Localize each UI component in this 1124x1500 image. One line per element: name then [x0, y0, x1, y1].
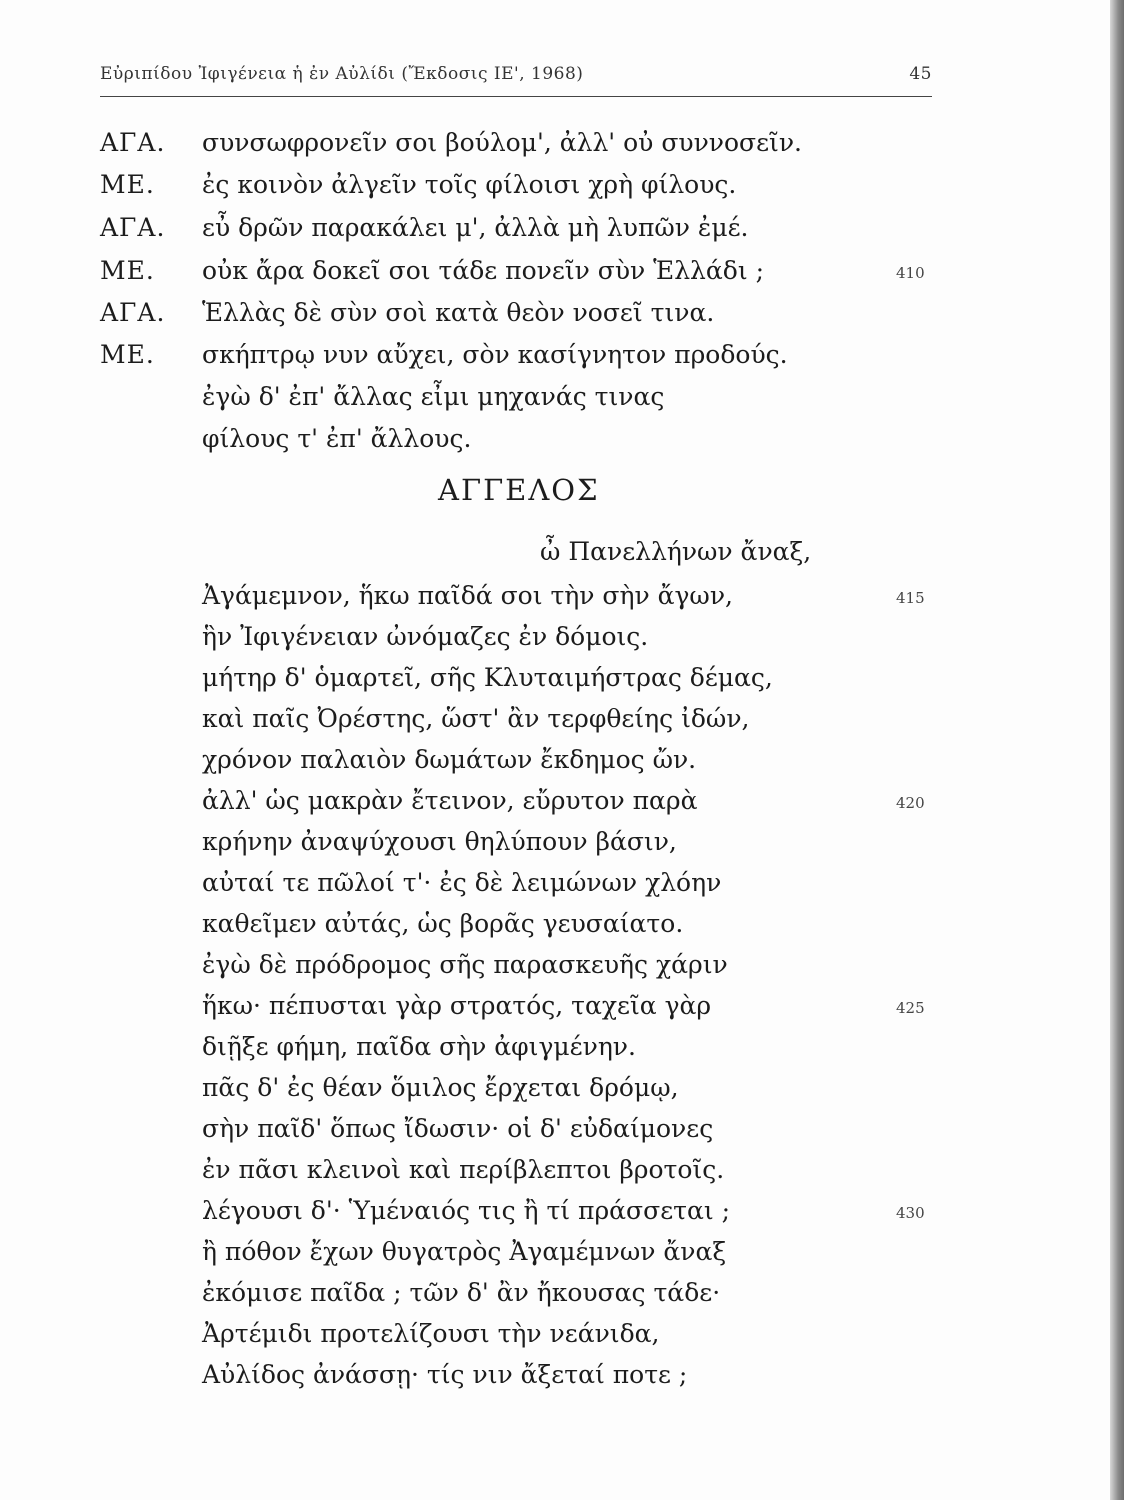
verse-line — [0, 663, 1124, 703]
verse-line — [0, 622, 1124, 662]
verse-text: συνσωφρονεῖν σοι βούλομ', ἀλλ' οὐ συννοσεῖν. — [202, 128, 802, 157]
line-number: 430 — [896, 1204, 925, 1222]
verse-text: διῇξε φήμη, παῖδα σὴν ἀφιγμένην. — [202, 1032, 636, 1061]
verse-line — [0, 786, 1124, 826]
line-number: 415 — [896, 589, 925, 607]
verse-line — [0, 256, 1124, 296]
verse-text: κρήνην ἀναψύχουσι θηλύπουν βάσιν, — [202, 827, 677, 856]
speaker-label: ΜΕ. — [100, 170, 155, 199]
verse-line — [0, 537, 1124, 577]
verse-text: ἢ πόθον ἔχων θυγατρὸς Ἀγαμέμνων ἄναξ — [202, 1237, 727, 1266]
verse-text: ἐν πᾶσι κλεινοὶ καὶ περίβλεπτοι βροτοῖς. — [202, 1155, 725, 1184]
verse-line — [0, 298, 1124, 338]
verse-line — [0, 1278, 1124, 1318]
verse-text: μήτηρ δ' ὁμαρτεῖ, σῆς Κλυταιμήστρας δέμας, — [202, 663, 773, 692]
verse-text: ἥκω· πέπυσται γὰρ στρατός, ταχεῖα γὰρ — [202, 991, 712, 1020]
verse-text: ἐγὼ δὲ πρόδρομος σῆς παρασκευῆς χάριν — [202, 950, 728, 979]
verse-text: αὐταί τε πῶλοί τ'· ἐς δὲ λειμώνων χλόην — [202, 868, 722, 897]
verse-line — [0, 382, 1124, 422]
verse-text: καθεῖμεν αὐτάς, ὡς βορᾶς γευσαίατο. — [202, 909, 684, 938]
verse-line — [0, 868, 1124, 908]
speaker-label: ΜΕ. — [100, 256, 155, 285]
line-number: 420 — [896, 794, 925, 812]
verse-text: λέγουσι δ'· Ὑμέναιός τις ἢ τί πράσσεται ; — [202, 1196, 731, 1225]
verse-text: οὐκ ἄρα δοκεῖ σοι τάδε πονεῖν σὺν Ἑλλάδι ; — [202, 256, 764, 285]
speaker-label: ΑΓΑ. — [100, 213, 166, 242]
verse-text: χρόνον παλαιὸν δωμάτων ἔκδημος ὤν. — [202, 745, 697, 774]
verse-line — [0, 1237, 1124, 1277]
verse-line — [0, 1073, 1124, 1113]
verse-line — [0, 1196, 1124, 1236]
verse-text: ἀλλ' ὡς μακρὰν ἔτεινον, εὔρυτον παρὰ — [202, 786, 698, 815]
verse-line — [0, 950, 1124, 990]
running-title: Εὐριπίδου Ἰφιγένεια ἡ ἐν Αὐλίδι (Ἔκδοσις ΙΕ', 1968) — [100, 64, 584, 84]
verse-text: Ἀρτέμιδι προτελίζουσι τὴν νεάνιδα, — [202, 1319, 660, 1348]
verse-line — [0, 1155, 1124, 1195]
running-header — [100, 60, 932, 97]
verse-line — [0, 1032, 1124, 1072]
verse-text: ἐγὼ δ' ἐπ' ἄλλας εἶμι μηχανάς τινας — [202, 382, 665, 411]
verse-line — [0, 909, 1124, 949]
verse-line — [0, 581, 1124, 621]
verse-line — [0, 1114, 1124, 1154]
line-number: 425 — [896, 999, 925, 1017]
verse-line — [0, 128, 1124, 168]
verse-text: εὖ δρῶν παρακάλει μ', ἀλλὰ μὴ λυπῶν ἐμέ. — [202, 213, 749, 242]
verse-text: Ἑλλὰς δὲ σὺν σοὶ κατὰ θεὸν νοσεῖ τινα. — [202, 298, 715, 327]
verse-text: Αὐλίδος ἀνάσσῃ· τίς νιν ἄξεταί ποτε ; — [202, 1360, 688, 1389]
verse-text: πᾶς δ' ἐς θέαν ὅμιλος ἔρχεται δρόμῳ, — [202, 1073, 679, 1102]
verse-line — [0, 704, 1124, 744]
speaker-label: ΑΓΑ. — [100, 298, 166, 327]
speaker-heading — [0, 473, 1124, 513]
verse-text: Ἀγάμεμνον, ἥκω παῖδά σοι τὴν σὴν ἄγων, — [202, 581, 733, 610]
verse-text: σκήπτρῳ νυν αὔχει, σὸν κασίγνητον προδούς. — [202, 340, 788, 369]
verse-text: φίλους τ' ἐπ' ἄλλους. — [202, 424, 472, 453]
verse-text: ἣν Ἰφιγένειαν ὠνόμαζες ἐν δόμοις. — [202, 622, 649, 651]
verse-text: καὶ παῖς Ὀρέστης, ὥστ' ἂν τερφθείης ἰδών, — [202, 704, 750, 733]
verse-line — [0, 424, 1124, 464]
verse-line — [0, 827, 1124, 867]
verse-line — [0, 1319, 1124, 1359]
verse-line — [0, 170, 1124, 210]
verse-line — [0, 213, 1124, 253]
speaker-label: ΑΓΑ. — [100, 128, 166, 157]
verse-text: σὴν παῖδ' ὅπως ἴδωσιν· οἱ δ' εὐδαίμονες — [202, 1114, 714, 1143]
verse-line — [0, 745, 1124, 785]
verse-text: ἐς κοινὸν ἀλγεῖν τοῖς φίλοισι χρὴ φίλους. — [202, 170, 737, 199]
verse-line — [0, 991, 1124, 1031]
speaker-label: ΜΕ. — [100, 340, 155, 369]
verse-text: ἐκόμισε παῖδα ; τῶν δ' ἂν ἤκουσας τάδε· — [202, 1278, 721, 1307]
verse-line — [0, 340, 1124, 380]
half-verse-text: ὦ Πανελλήνων ἄναξ, — [540, 537, 812, 566]
verse-line — [0, 1360, 1124, 1400]
line-number: 410 — [896, 264, 925, 282]
messenger-heading: ΑΓΓΕΛΟΣ — [438, 473, 600, 507]
page-number: 45 — [909, 64, 932, 84]
